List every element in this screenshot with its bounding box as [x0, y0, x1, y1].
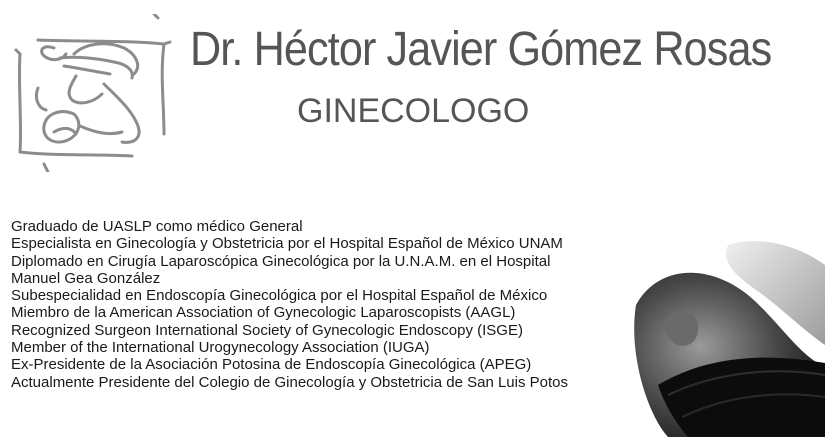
credential-item: Miembro de la American Association of Gynecologic Laparoscopists (AAGL) — [11, 304, 516, 322]
credential-item: Manuel Gea González — [11, 269, 161, 287]
credential-item: Diplomado en Cirugía Laparoscópica Ginecológica por la U.N.A.M. en el Hospital — [11, 252, 551, 270]
credential-item: Actualmente Presidente del Colegio de Ginecología y Obstetricia de San Luis Potos — [11, 373, 568, 391]
mother-and-child-logo — [14, 14, 172, 172]
credential-item: Member of the International Urogynecology Association (IUGA) — [11, 339, 430, 357]
credential-item: Ex-Presidente de la Asociación Potosina de Endoscopía Ginecológica (APEG) — [11, 356, 532, 374]
credential-item: Recognized Surgeon International Society of Gynecologic Endoscopy (ISGE) — [11, 321, 523, 339]
specialty-title: GINECOLOGO — [297, 92, 530, 130]
doctor-name: Dr. Héctor Javier Gómez Rosas — [190, 23, 772, 76]
credentials-list — [11, 218, 568, 391]
credential-item: Subespecialidad en Endoscopía Ginecológica por el Hospital Español de México — [11, 287, 548, 305]
credential-item: Graduado de UASLP como médico General — [11, 218, 303, 235]
credential-item: Especialista en Ginecología y Obstetricia por el Hospital Español de México UNAM — [11, 235, 563, 253]
pregnancy-photo — [628, 235, 825, 437]
